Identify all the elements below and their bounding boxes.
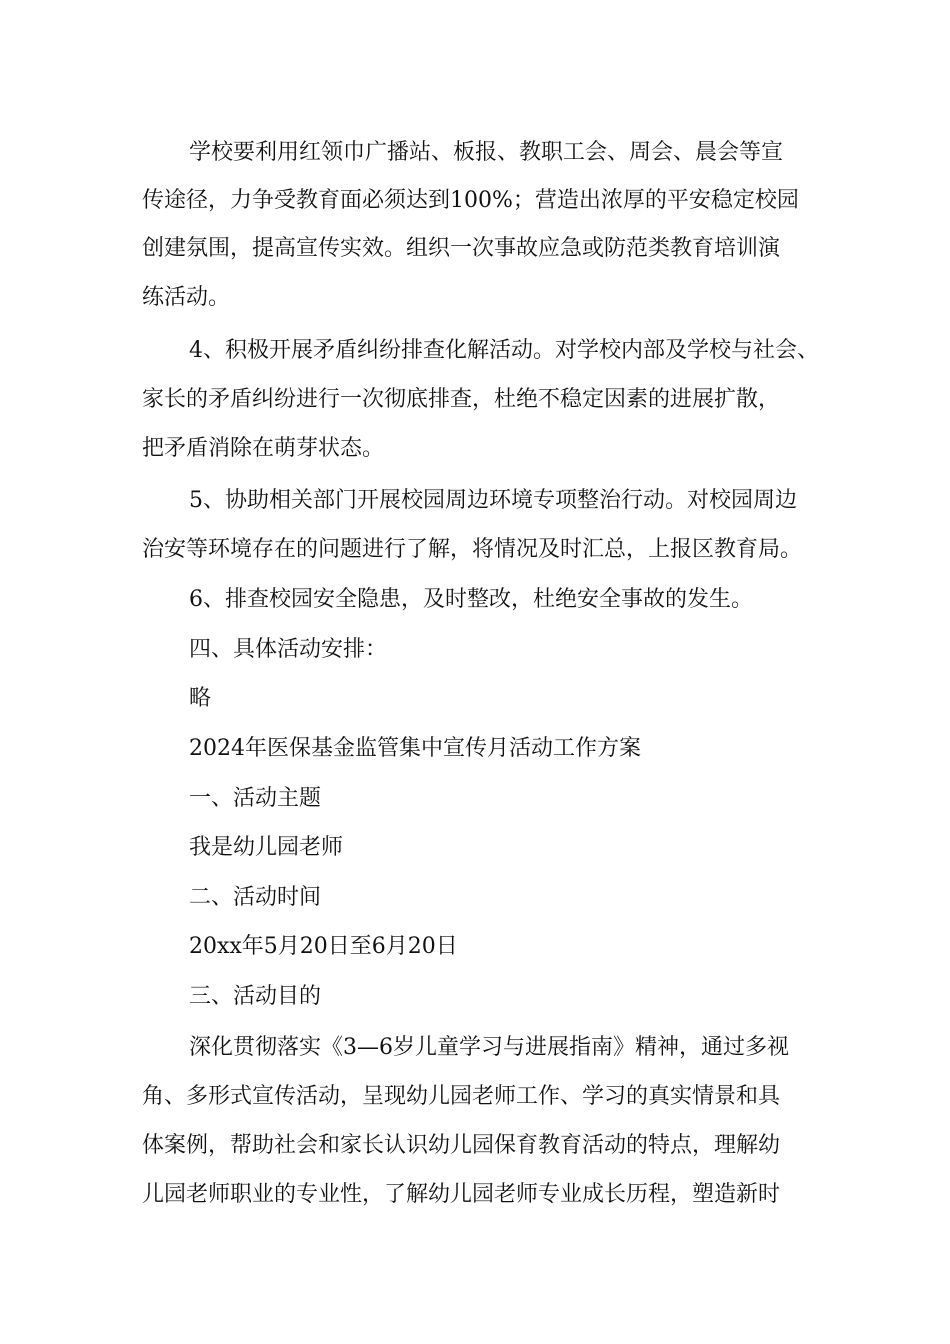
paragraph-line: 儿园老师职业的专业性，了解幼儿园老师专业成长历程，塑造新时	[142, 1182, 781, 1207]
section-heading: 三、活动目的	[189, 984, 322, 1009]
paragraph-line: 体案例，帮助社会和家长认识幼儿园保育教育活动的特点，理解幼	[142, 1133, 781, 1158]
section-heading: 一、活动主题	[189, 786, 322, 811]
paragraph-line: 练活动。	[142, 285, 231, 310]
paragraph-line: 创建氛围，提高宣传实效。组织一次事故应急或防范类教育培训演	[142, 236, 781, 261]
section-heading: 四、具体活动安排：	[189, 637, 388, 662]
paragraph-line: 20xx年5月20日至6月20日	[189, 934, 458, 959]
paragraph-line: 把矛盾消除在萌芽状态。	[142, 436, 385, 461]
paragraph-line: 我是幼儿园老师	[189, 835, 344, 860]
paragraph-line: 传途径，力争受教育面必须达到100%；营造出浓厚的平安稳定校园	[142, 188, 799, 213]
paragraph-line: 角、多形式宣传活动，呈现幼儿园老师工作、学习的真实情景和具	[142, 1084, 781, 1109]
paragraph-line: 家长的矛盾纠纷进行一次彻底排查，杜绝不稳定因素的进展扩散，	[142, 387, 781, 412]
paragraph-line: 6、排查校园安全隐患，及时整改，杜绝安全事故的发生。	[189, 587, 753, 612]
paragraph-line: 治安等环境存在的问题进行了解，将情况及时汇总，上报区教育局。	[142, 537, 803, 562]
document-title: 2024年医保基金监管集中宣传月活动工作方案	[189, 736, 641, 761]
section-heading: 二、活动时间	[189, 885, 322, 910]
paragraph-line: 5、协助相关部门开展校园周边环境专项整治行动。对校园周边	[189, 488, 797, 513]
paragraph-line: 深化贯彻落实《3—6岁儿童学习与进展指南》精神，通过多视	[189, 1035, 789, 1060]
paragraph-line: 4、积极开展矛盾纠纷排查化解活动。对学校内部及学校与社会、	[189, 338, 819, 363]
paragraph-line: 学校要利用红领巾广播站、板报、教职工会、周会、晨会等宣	[189, 140, 784, 165]
paragraph-line: 略	[189, 686, 212, 711]
